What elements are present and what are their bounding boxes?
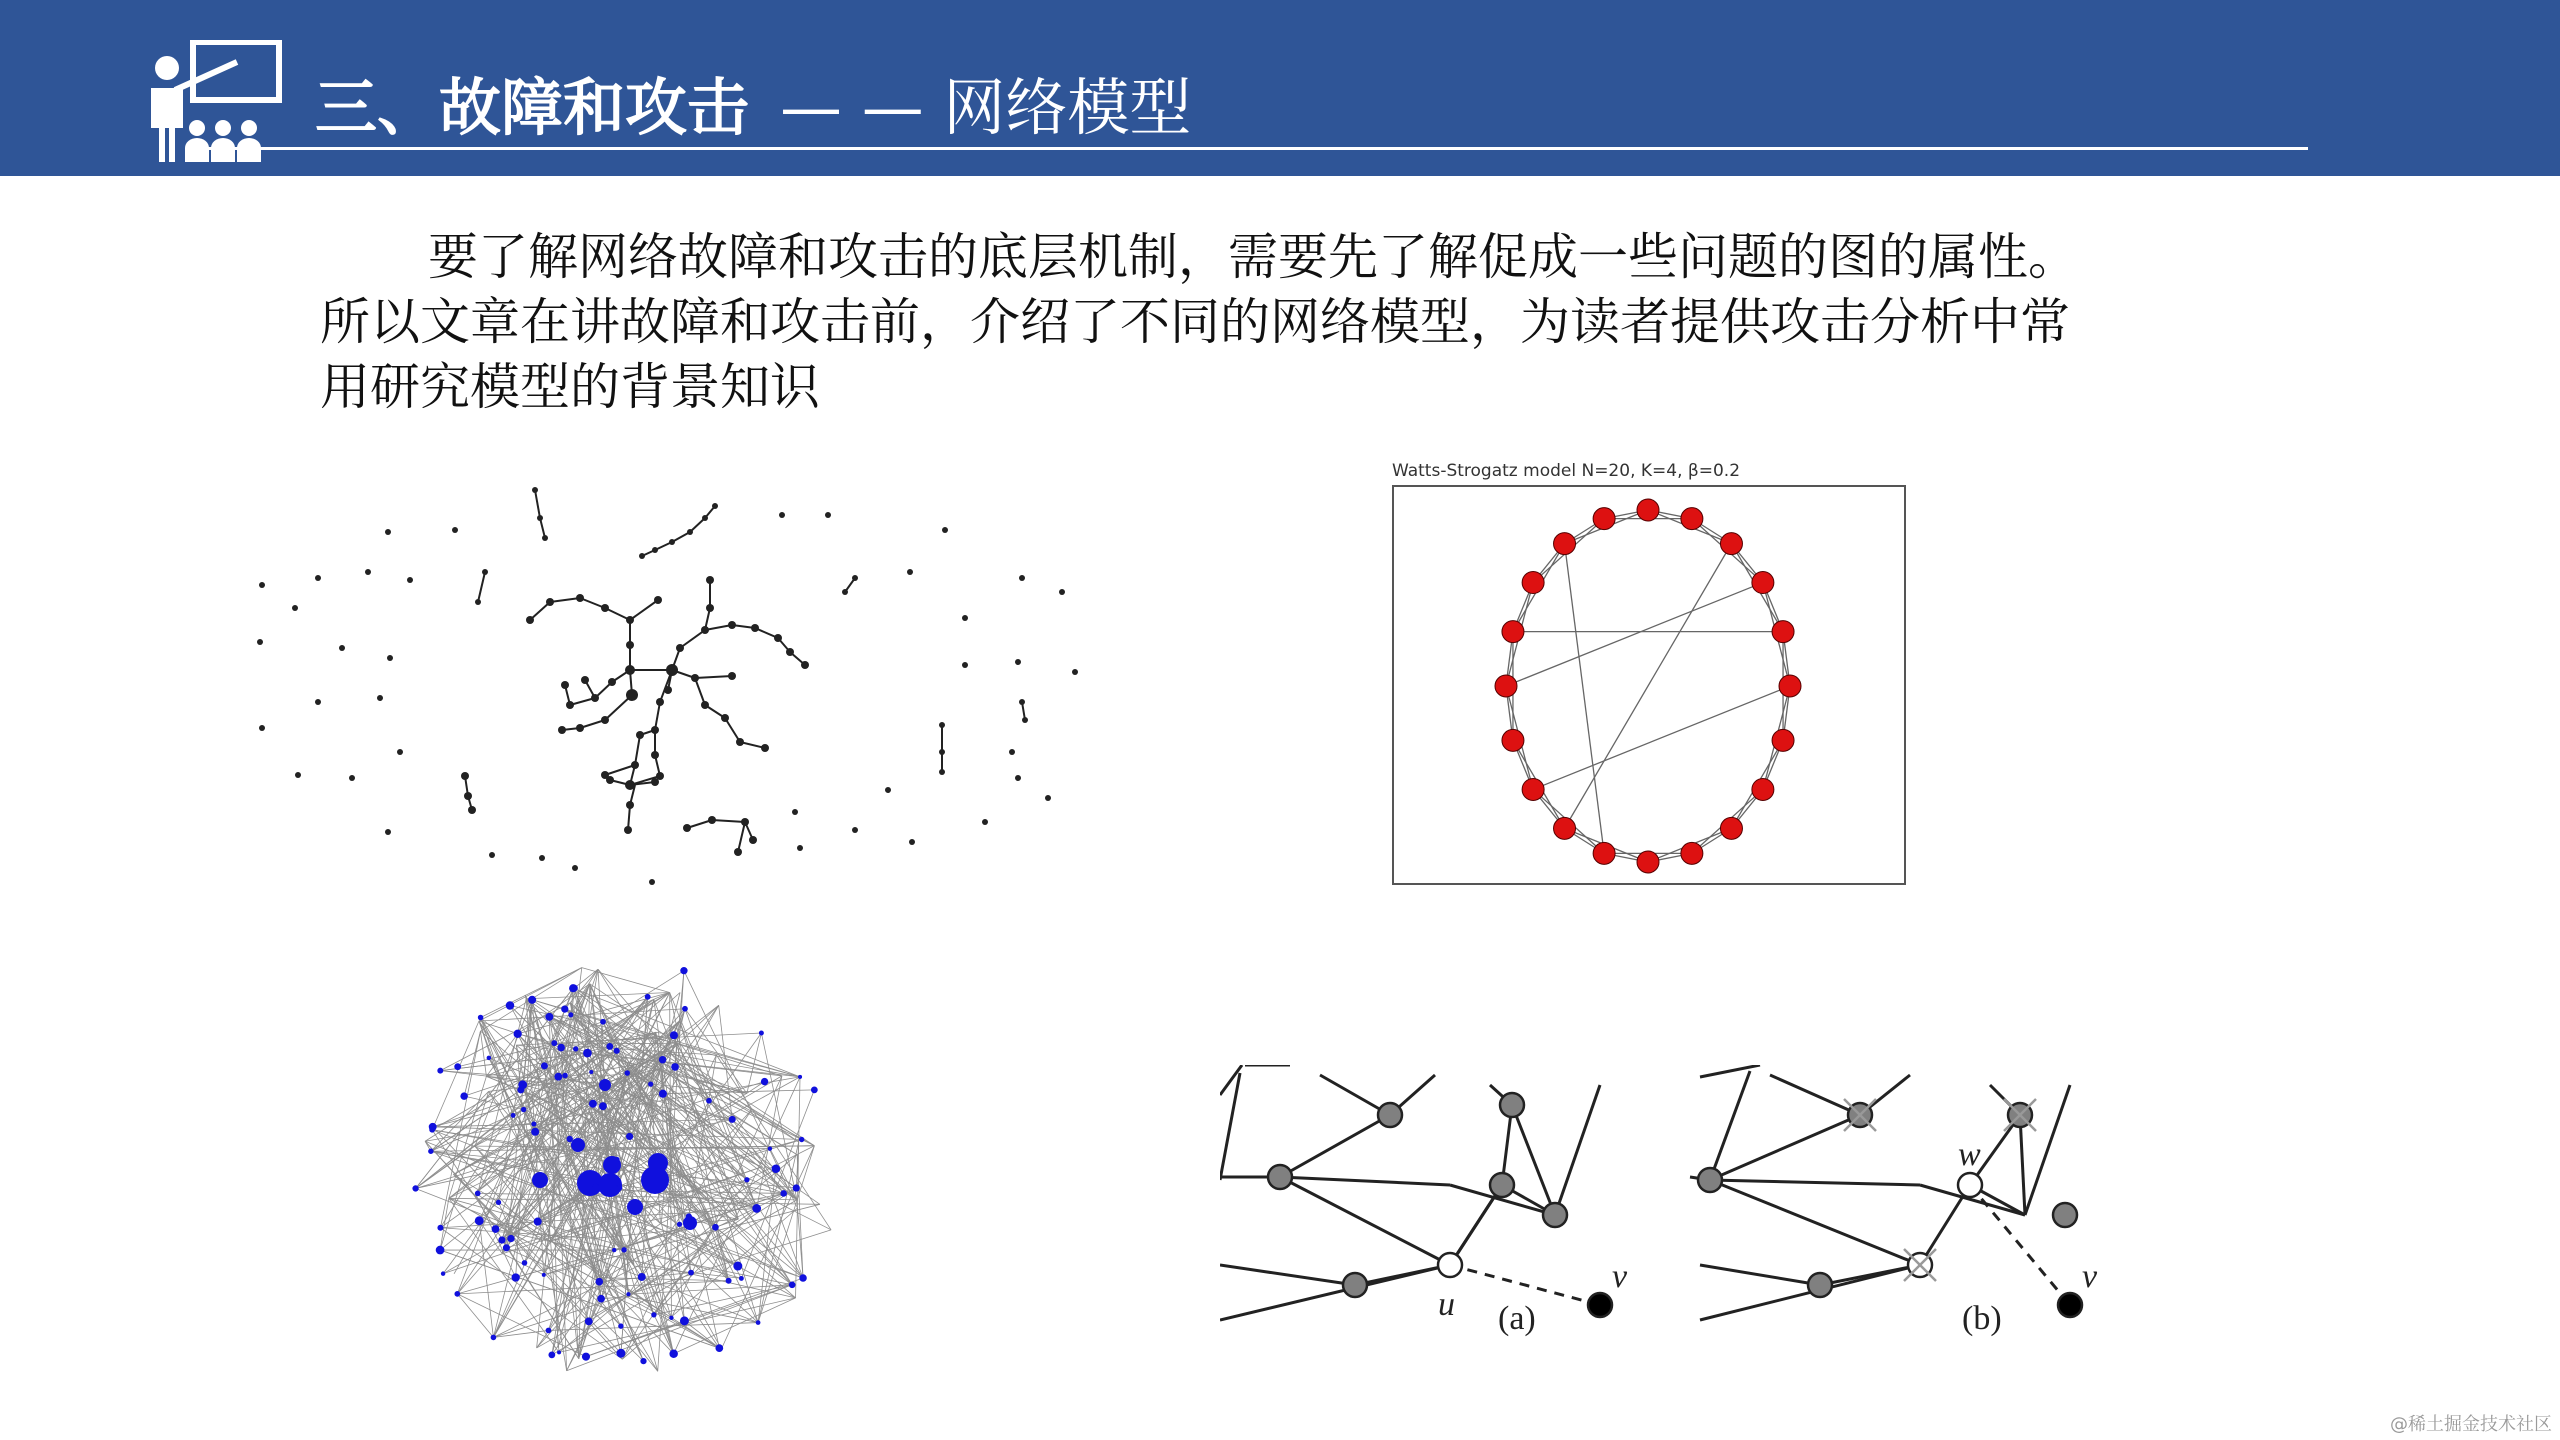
sf-node [671, 1063, 679, 1071]
sf-node [545, 1013, 553, 1021]
sf-node [589, 1100, 597, 1108]
ws-node [1720, 817, 1742, 839]
label-a: (a) [1498, 1300, 1536, 1337]
sf-node [531, 1128, 539, 1136]
sf-node [589, 1070, 593, 1074]
random-graph-figure [250, 480, 1090, 890]
sf-node [534, 1218, 542, 1226]
sf-node [548, 1351, 555, 1358]
sf-node [726, 1278, 732, 1284]
ws-node [1779, 675, 1801, 697]
sf-node [492, 1225, 500, 1233]
header-divider [193, 147, 2308, 150]
sf-node [625, 1070, 630, 1075]
ws-node [1593, 508, 1615, 530]
sf-node [789, 1281, 796, 1288]
header-bar [0, 0, 2560, 176]
sf-node [528, 996, 536, 1004]
sf-node [595, 1278, 603, 1286]
sf-node [512, 1273, 520, 1281]
sf-node [437, 1068, 443, 1074]
ws-node [1752, 572, 1774, 594]
sf-node [651, 1312, 656, 1317]
sf-node [498, 1236, 505, 1243]
sf-node [780, 1190, 787, 1197]
sf-node [648, 1082, 653, 1087]
intro-paragraph [320, 225, 2200, 420]
sf-node [557, 1350, 561, 1354]
sf-node [626, 1292, 630, 1296]
sf-node [621, 1247, 626, 1252]
sf-node [793, 1184, 800, 1191]
sf-node [756, 1320, 761, 1325]
sf-hub-node [648, 1153, 668, 1173]
sf-node [761, 1078, 768, 1085]
sf-node [733, 1262, 742, 1271]
sf-node [475, 1216, 484, 1225]
ws-node [1554, 817, 1576, 839]
sf-node [772, 1164, 781, 1173]
sf-node [521, 1107, 526, 1112]
sf-node [626, 1133, 633, 1140]
page-subtitle: — — 网络模型 [780, 71, 1192, 144]
sf-node [514, 1030, 522, 1038]
sf-node [475, 1191, 481, 1197]
scale-free-network-figure [390, 945, 860, 1400]
sf-node [496, 1200, 501, 1205]
sf-hub-node [532, 1172, 548, 1188]
sf-node [706, 1098, 712, 1104]
sf-node [600, 1019, 606, 1025]
sf-node [522, 1260, 528, 1266]
sf-node [739, 1276, 744, 1281]
sf-node [677, 1222, 682, 1227]
sf-node [659, 1090, 667, 1098]
sf-node [554, 1073, 562, 1081]
sf-node [592, 1183, 598, 1189]
sf-node [506, 1001, 514, 1009]
sf-node [518, 1080, 527, 1089]
sf-hub-node [571, 1138, 585, 1152]
sf-node [686, 1213, 692, 1219]
ws-node [1495, 675, 1517, 697]
sf-node [799, 1274, 807, 1282]
sf-node [606, 1043, 613, 1050]
sf-node [729, 1116, 736, 1123]
ws-node [1681, 842, 1703, 864]
sf-node [616, 1349, 625, 1358]
ws-node [1554, 533, 1576, 555]
ws-node [1772, 621, 1794, 643]
sf-node [542, 1273, 546, 1277]
watts-strogatz-figure [1392, 485, 1907, 887]
ws-node [1502, 729, 1524, 751]
ws-node [1593, 842, 1615, 864]
sf-node [669, 1316, 673, 1320]
sf-node [680, 1316, 689, 1325]
sf-node [612, 1248, 616, 1252]
sf-node [557, 1044, 565, 1052]
page-title: 三、故障和攻击 [315, 71, 750, 144]
sf-node [640, 1358, 646, 1364]
label-w: w [1958, 1136, 1981, 1173]
sf-hub-node [627, 1199, 643, 1215]
sf-node [610, 1185, 618, 1193]
label-u: u [1438, 1286, 1455, 1323]
sf-node [583, 1049, 592, 1058]
label-v-a: v [1612, 1258, 1628, 1295]
sf-node [659, 1056, 666, 1063]
sf-node [429, 1123, 437, 1131]
sf-node [546, 1328, 552, 1334]
sf-node [688, 1270, 694, 1276]
sf-node [768, 1146, 772, 1150]
label-v-b: v [2082, 1258, 2098, 1295]
sf-node [669, 1350, 678, 1359]
sf-node [744, 1177, 749, 1182]
sf-node [551, 1040, 557, 1046]
sf-node [567, 1136, 573, 1142]
sf-node [562, 1073, 568, 1079]
watermark: @稀土掘金技术社区 [2390, 1414, 2552, 1435]
sf-node [645, 994, 651, 1000]
sf-node [568, 1012, 573, 1017]
sf-node [752, 1204, 761, 1213]
ws-node [1522, 778, 1544, 800]
sf-node [670, 1031, 678, 1039]
sf-node [441, 1271, 445, 1275]
sf-node [614, 1048, 620, 1054]
sf-node [436, 1246, 445, 1255]
sf-hub-node [599, 1079, 611, 1091]
sf-node [759, 1030, 764, 1035]
sf-node [478, 1015, 483, 1020]
ws-node [1752, 778, 1774, 800]
sf-node [660, 1164, 666, 1170]
sf-node [715, 1344, 723, 1352]
sf-node [503, 1244, 510, 1251]
sf-node [571, 985, 578, 992]
ws-figure-title: Watts-Strogatz model N=20, K=4, β=0.2 [1392, 461, 1741, 481]
sf-node [454, 1063, 461, 1070]
sf-node [798, 1075, 802, 1079]
sf-node [614, 1157, 619, 1162]
ws-node [1637, 851, 1659, 873]
sf-node [428, 1149, 433, 1154]
intro-line-2: 所以文章在讲故障和攻击前，介绍了不同的网络模型，为读者提供攻击分析中常 [320, 293, 2070, 351]
sf-node [573, 1046, 578, 1051]
sf-node [437, 1225, 443, 1231]
sf-node [585, 1317, 593, 1325]
sf-node [618, 1323, 623, 1328]
sf-node [561, 1005, 568, 1012]
ws-node [1720, 533, 1742, 555]
intro-line-1: 要了解网络故障和攻击的底层机制，需要先了解促成一些问题的图的属性。 [428, 228, 2078, 286]
sf-node [638, 1273, 646, 1281]
ws-node [1502, 621, 1524, 643]
sf-node [511, 1113, 516, 1118]
sf-node [541, 1062, 548, 1069]
ws-node [1522, 572, 1544, 594]
sf-node [507, 1235, 514, 1242]
sf-node [454, 1291, 460, 1297]
intro-line-3: 用研究模型的背景知识 [320, 358, 820, 416]
sf-node [712, 1224, 719, 1231]
attack-diagram-figure [1220, 1065, 2120, 1345]
sf-node [460, 1092, 468, 1100]
label-b: (b) [1962, 1300, 2002, 1337]
sf-node [491, 1335, 497, 1341]
sf-node [412, 1185, 418, 1191]
ws-node [1637, 499, 1659, 521]
sf-node [597, 1295, 605, 1303]
sf-node [811, 1086, 818, 1093]
sf-node [487, 1056, 492, 1061]
sf-node [680, 967, 687, 974]
sf-node [531, 1121, 536, 1126]
sf-node [582, 1353, 590, 1361]
ws-node [1681, 508, 1703, 530]
sf-node [799, 1137, 804, 1142]
sf-node [599, 1102, 607, 1110]
sf-node [682, 1006, 688, 1012]
ws-node [1772, 729, 1794, 751]
